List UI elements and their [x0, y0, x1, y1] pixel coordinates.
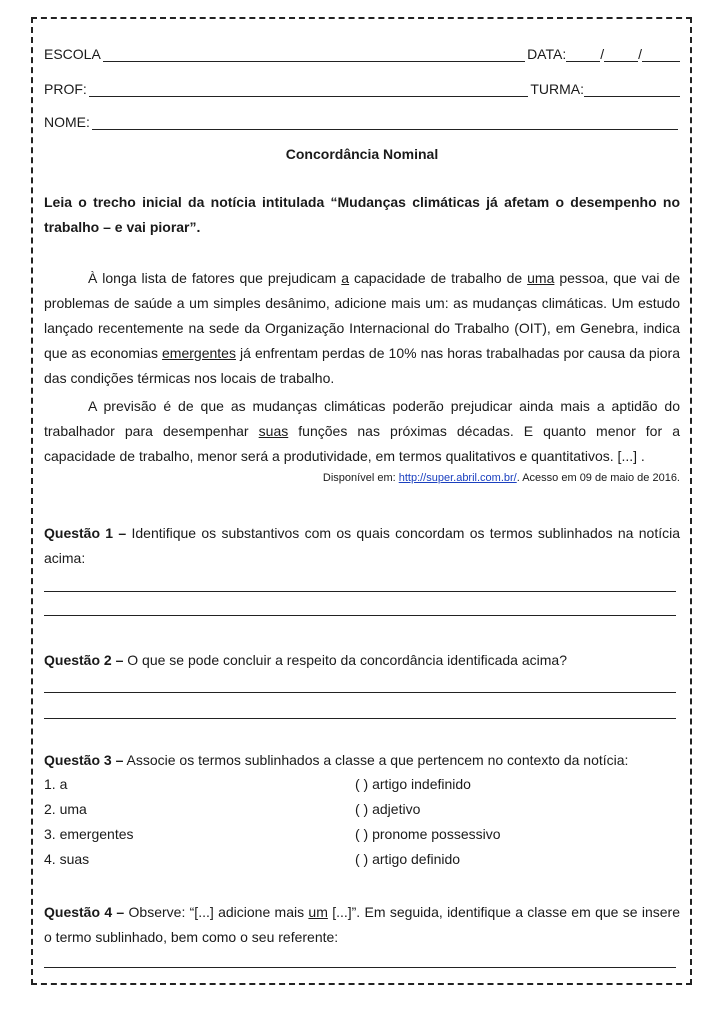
page-title: Concordância Nominal	[285, 146, 439, 162]
answer-line[interactable]	[44, 591, 676, 592]
p1-text-2: capacidade de trabalho de	[349, 270, 528, 286]
source-prefix: Disponível em:	[322, 472, 399, 484]
source-citation	[44, 469, 680, 487]
source-link[interactable]: http://super.abril.com.br/	[398, 472, 517, 484]
association-option[interactable]: ( ) pronome possessivo	[355, 826, 501, 842]
answer-line[interactable]	[44, 692, 676, 693]
escola-field[interactable]	[103, 47, 525, 62]
association-term: 4. suas	[44, 851, 90, 867]
question-4	[44, 900, 680, 950]
answer-line[interactable]	[44, 967, 676, 968]
question-4-text-2: [...]”. Em seguida, identifique a classe em que se insere o termo sublinhado, bem como o seu referente:	[44, 904, 680, 945]
question-2-label: Questão 2 –	[44, 652, 124, 668]
escola-label: ESCOLA	[44, 46, 101, 62]
nome-label: NOME:	[44, 114, 90, 130]
question-1	[44, 521, 680, 571]
question-1-label: Questão 1 –	[44, 525, 127, 541]
question-2-text: O que se pode concluir a respeito da concordância identificada acima?	[123, 652, 567, 668]
question-4-label: Questão 4 –	[44, 904, 125, 920]
association-row	[44, 851, 680, 871]
news-paragraph-2	[44, 394, 680, 469]
nome-field[interactable]	[92, 115, 678, 130]
association-row	[44, 801, 680, 821]
prof-label: PROF:	[44, 81, 87, 97]
question-3-label: Questão 3 –	[44, 752, 124, 768]
association-option[interactable]: ( ) artigo indefinido	[355, 776, 471, 792]
turma-field[interactable]	[584, 82, 680, 97]
underlined-um: um	[308, 904, 328, 920]
prof-field[interactable]	[89, 82, 529, 97]
date-sep-1: /	[600, 46, 605, 62]
escola-row	[44, 42, 680, 62]
association-term: 2. uma	[44, 801, 87, 817]
p1-text-4: já enfrentam perdas de 10% nas horas trabalhadas por causa da piora das condições térmicas nos locais de trabalho.	[44, 345, 680, 386]
intro-text: Leia o trecho inicial da notícia intitulada “Mudanças climáticas já afetam o desempenho no trabalho – e vai piorar”.	[44, 194, 680, 235]
underlined-a: a	[341, 270, 350, 286]
question-3-text: Associe os termos sublinhados a classe a que pertencem no contexto da notícia:	[123, 752, 629, 768]
source-suffix: . Acesso em 09 de maio de 2016.	[516, 472, 680, 484]
date-year-field[interactable]	[642, 47, 680, 62]
answer-line[interactable]	[44, 615, 676, 616]
question-3	[44, 748, 680, 773]
date-day-field[interactable]	[566, 47, 600, 62]
p1-text-1: À longa lista de fatores que prejudicam	[88, 270, 342, 286]
question-4-text-1: Observe: “[...] adicione mais	[124, 904, 309, 920]
news-paragraph-1	[44, 266, 680, 391]
prof-row	[44, 77, 680, 97]
underlined-uma: uma	[527, 270, 555, 286]
turma-label: TURMA:	[530, 81, 584, 97]
answer-line[interactable]	[44, 718, 676, 719]
date-sep-2: /	[638, 46, 642, 62]
question-2	[44, 648, 680, 673]
association-option[interactable]: ( ) artigo definido	[355, 851, 461, 867]
date-month-field[interactable]	[604, 47, 638, 62]
association-row	[44, 776, 680, 796]
association-option[interactable]: ( ) adjetivo	[355, 801, 421, 817]
association-term: 3. emergentes	[44, 826, 134, 842]
question-1-text: Identifique os substantivos com os quais concordam os termos sublinhados na notícia acima:	[44, 525, 680, 566]
p2-text-2: funções nas próximas décadas. E quanto menor for a capacidade de trabalho, menor será a produtividade, em termos qualitativos e quantitativos. [...] .	[44, 423, 680, 464]
association-row	[44, 826, 680, 846]
p2-text-1: A previsão é de que as mudanças climáticas poderão prejudicar ainda mais a aptidão do trabalhador para desempenhar	[44, 398, 680, 439]
data-label: DATA:	[527, 46, 567, 62]
nome-row	[44, 110, 680, 130]
p1-text-3: pessoa, que vai de problemas de saúde a um simples desânimo, adicione mais um: as mudanças climáticas. Um estudo lançado recentemente na sede da Organização Internacional do Trabalho (OIT), em Genebra, indica que as economias	[44, 270, 680, 361]
underlined-suas: suas	[258, 423, 289, 439]
underlined-emergentes: emergentes	[162, 345, 236, 361]
association-term: 1. a	[44, 776, 68, 792]
